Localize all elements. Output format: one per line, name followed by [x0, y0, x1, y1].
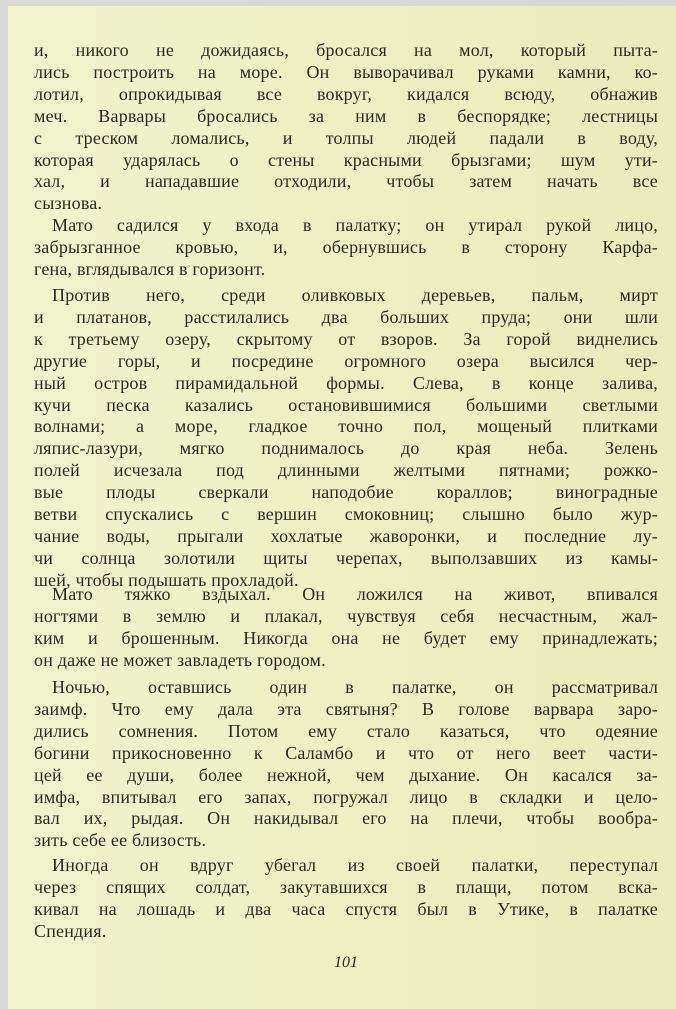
- text-line: он даже не может завладеть городом.: [34, 649, 326, 670]
- text-line: гена, вглядывался в горизонт.: [34, 258, 266, 279]
- text-line: Против него, среди оливковых деревьев, пальм, мирт: [52, 285, 658, 305]
- text-line: которая ударялась о стены красными брызгами; шум ути-: [34, 149, 658, 170]
- text-line: дились сомнения. Потом ему стало казаться, что одеяние: [34, 720, 658, 741]
- text-line: ногтями в землю и плакал, чувствуя себя несчастным, жал-: [34, 605, 658, 626]
- text-line: через спящих солдат, закутавшихся в плащи, потом вска-: [34, 876, 658, 897]
- text-line: другие горы, и посредине огромного озера высился чер-: [34, 350, 658, 371]
- text-line: заимф. Что ему дала эта святыня? В голове варвара заро-: [34, 698, 658, 719]
- text-line: ный остров пирамидальной формы. Слева, в конце залива,: [34, 372, 658, 393]
- text-line: Мато садился у входа в палатку; он утирал рукой лицо,: [52, 215, 658, 235]
- page-number: 101: [334, 954, 358, 971]
- text-line: Спендия.: [34, 920, 107, 941]
- text-line: сызнова.: [34, 193, 103, 214]
- text-line: вал их, рыдая. Он накидывал его на плечи, чтобы вообра-: [34, 808, 658, 829]
- text-line: полей исчезала под длинными желтыми пятнами; рожко-: [34, 460, 658, 481]
- book-page: [8, 6, 676, 1009]
- text-line: чи солнца золотили щиты черепах, выползавших из камы-: [34, 547, 658, 568]
- text-line: богини прикосновенно к Саламбо и что от него веет части-: [34, 742, 658, 763]
- text-line: лись построить на море. Он выворачивал руками камни, ко-: [34, 61, 658, 82]
- text-line: волнами; а море, гладкое точно пол, мощеный плитками: [34, 416, 658, 437]
- text-line: Иногда он вдруг убегал из своей палатки, переступал: [52, 855, 658, 875]
- text-line: кивал на лошадь и два часа спустя был в Утике, в палатке: [34, 898, 658, 919]
- text-line: ляпис-лазури, мягко поднималось до края неба. Зелень: [34, 438, 658, 459]
- text-line: лотил, опрокидывая все вокруг, кидался всюду, обнажив: [34, 83, 658, 104]
- text-line: и, никого не дожидаясь, бросался на мол, который пыта-: [34, 40, 658, 60]
- text-line: меч. Варвары бросались за ним в беспорядке; лестницы: [34, 105, 658, 126]
- text-line: с треском ломались, и толпы людей падали в воду,: [34, 127, 658, 148]
- text-line: и платанов, расстилались два больших пруда; они шли: [34, 306, 658, 327]
- text-line: чание воды, прыгали хохлатые жаворонки, и последние лу-: [34, 525, 658, 546]
- text-line: ким и брошенным. Никогда она не будет ему принадлежать;: [34, 627, 658, 648]
- text-line: Мато тяжко вздыхал. Он ложился на живот, впивался: [52, 584, 658, 604]
- text-line: ветви спускались с вершин смоковниц; слышно было жур-: [34, 504, 658, 524]
- text-line: к третьему озеру, скрытому от взоров. За горой виднелись: [34, 328, 658, 349]
- text-line: Ночью, оставшись один в палатке, он рассматривал: [52, 677, 658, 697]
- text-line: цей ее души, более нежной, чем дыхание. Он касался за-: [34, 764, 658, 785]
- text-line: кучи песка казались остановившимися большими светлыми: [34, 394, 658, 415]
- text-line: зить себе ее близость.: [34, 830, 207, 851]
- text-line: имфа, впитывал его запах, погружал лицо в складки и цело-: [34, 786, 658, 807]
- text-line: вые плоды сверкали наподобие кораллов; виноградные: [34, 482, 658, 503]
- text-line: шей, чтобы подышать прохладой.: [34, 569, 299, 590]
- text-line: хал, и нападавшие отходили, чтобы затем начать все: [34, 171, 658, 192]
- text-line: забрызганное кровью, и, обернувшись в сторону Карфа-: [34, 236, 658, 257]
